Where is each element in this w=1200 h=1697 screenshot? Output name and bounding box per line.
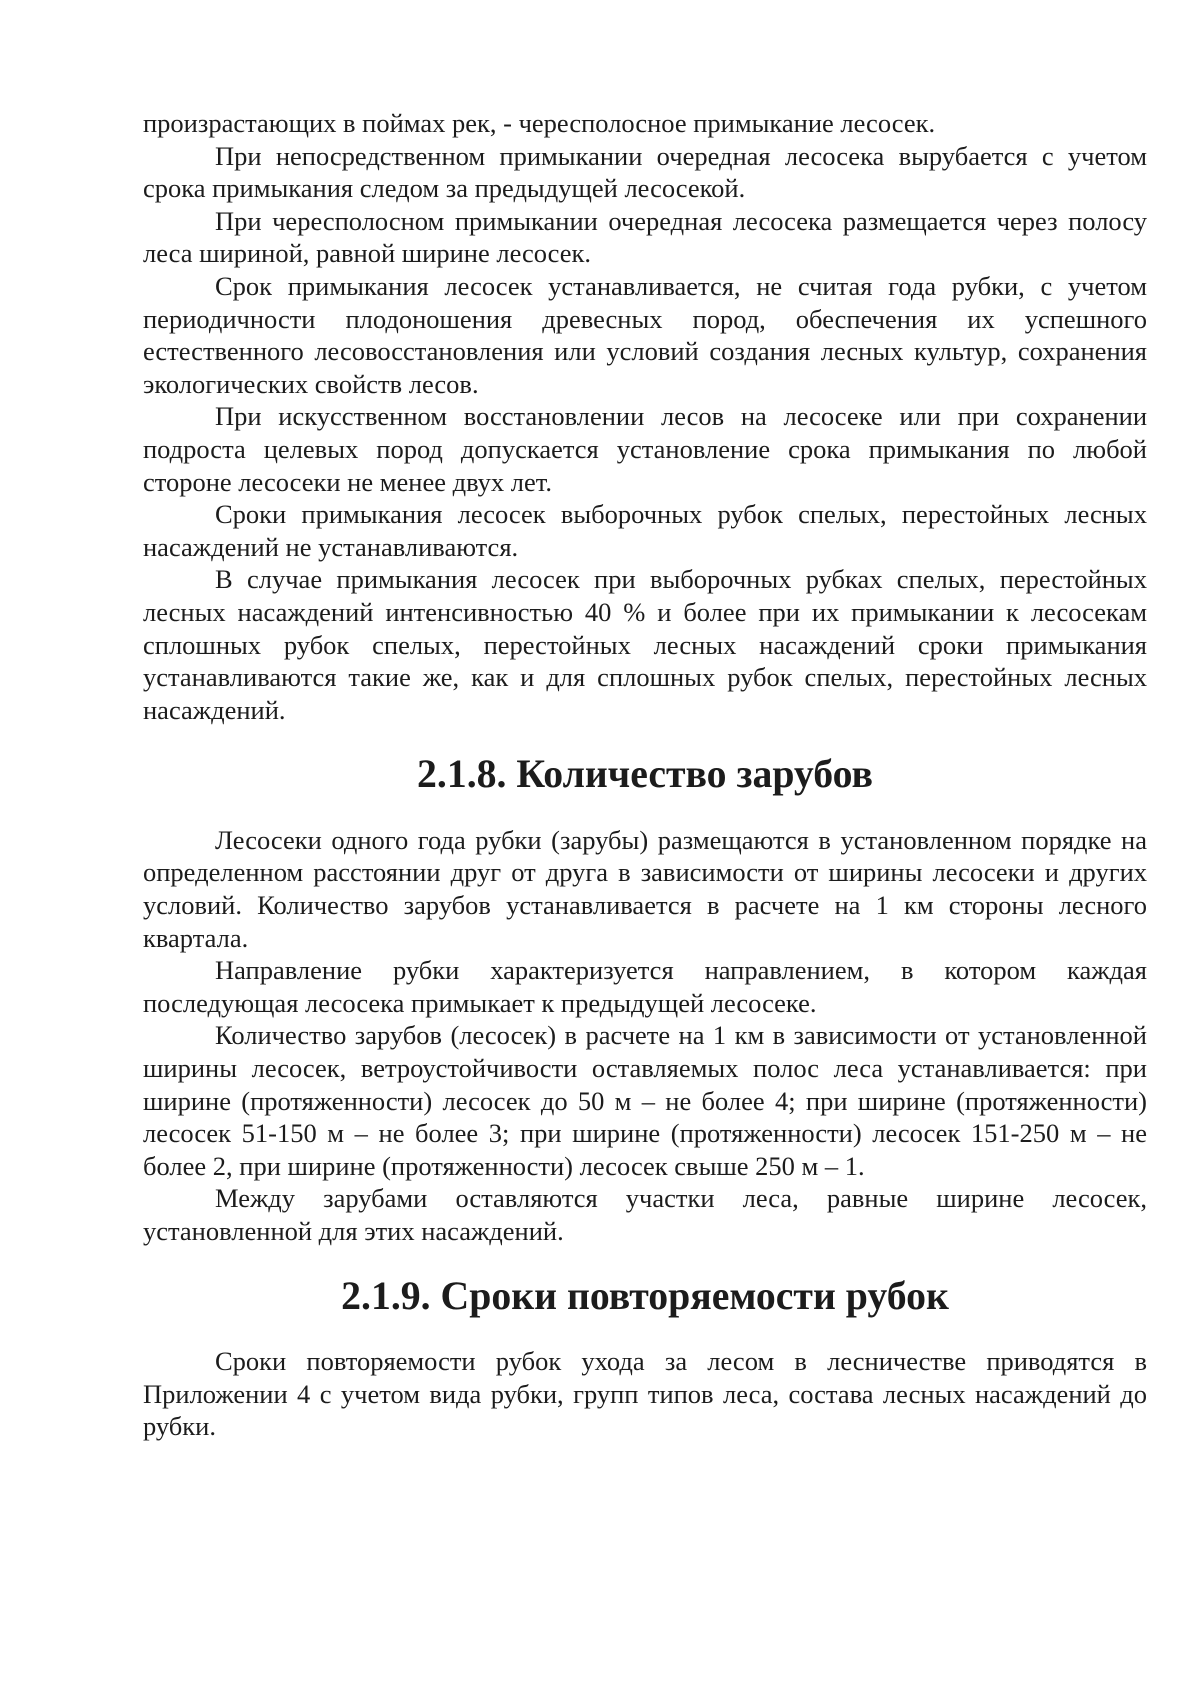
paragraph-selective-cutting-intensity: В случае примыкания лесосек при выборочных рубках спелых, перестойных лесных насаждений интенсивностью 40 % и более при их примыкании к лесосекам сплошных рубок спелых, перестойных лесных насаждений сроки примыкания устанавливаются такие же, как и для сплошных рубок спелых, перестойных лесных насаждений. [143,564,1147,725]
paragraph-adjacency-term: Срок примыкания лесосек устанавливается, не считая года рубки, с учетом периодичности плодоношения древесных пород, обеспечения их успешного естественного лесовосстановления или условий создания лесных культур, сохранения экологических свойств лесов. [143,270,1147,399]
section-heading-2-1-9: 2.1.9. Сроки повторяемости рубок [341,1273,949,1318]
paragraph-selective-cutting-terms: Сроки примыкания лесосек выборочных рубок спелых, перестойных лесных насаждений не устанавливаются. [143,499,1147,562]
paragraph-forest-strips: Между зарубами оставляются участки леса, равные ширине лесосек, установленной для этих насаждений. [143,1183,1147,1246]
paragraph-direct-adjacency: При непосредственном примыкании очередная лесосека вырубается с учетом срока примыкания следом за предыдущей лесосекой. [143,140,1147,204]
paragraph-artificial-restoration: При искусственном восстановлении лесов на лесосеке или при сохранении подроста целевых пород допускается установление срока примыкания по любой стороне лесосеки не менее двух лет. [143,401,1147,497]
section-heading-2-1-8: 2.1.8. Количество зарубов [417,752,873,797]
paragraph-cutting-areas-placement: Лесосеки одного года рубки (зарубы) размещаются в установленном порядке на определенном расстоянии друг от друга в зависимости от ширины лесосеки и других условий. Количество зарубов устанавливается в расчете на 1 км стороны лесного квартала. [143,824,1147,953]
paragraph-cutting-count: Количество зарубов (лесосек) в расчете на 1 км в зависимости от установленной ширины лесосек, ветроустойчивости оставляемых полос леса устанавливается: при ширине (протяженности) лесосек до 50 м – не более 4; при ширине (протяженности) лесосек 51-150 м – не более 3; при ширине (протяженности) лесосек 151-250 м – не более 2, при ширине (протяженности) лесосек свыше 250 м – 1. [143,1020,1147,1181]
paragraph-continuation: произрастающих в поймах рек, - чересполосное примыкание лесосек. [143,108,936,138]
paragraph-cutting-direction: Направление рубки характеризуется направлением, в котором каждая последующая лесосека примыкает к предыдущей лесосеке. [143,955,1147,1018]
document-page [143,107,1147,1443]
paragraph-repeat-terms: Сроки повторяемости рубок ухода за лесом в лесничестве приводятся в Приложении 4 с учетом вида рубки, групп типов леса, состава лесных насаждений до рубки. [143,1346,1147,1442]
paragraph-strip-adjacency: При чересполосном примыкании очередная лесосека размещается через полосу леса шириной, равной ширине лесосек. [143,205,1147,269]
